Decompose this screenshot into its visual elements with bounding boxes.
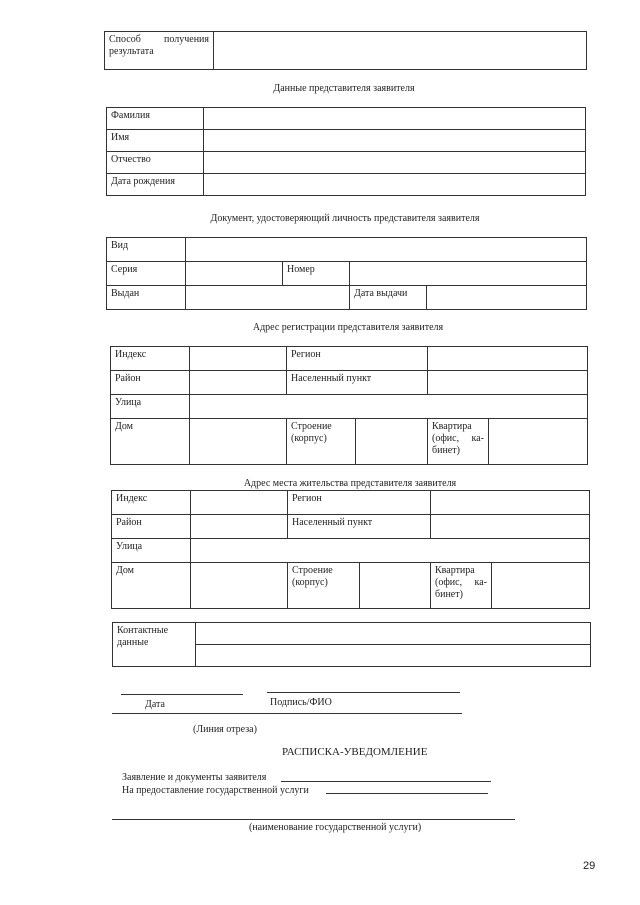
- reg-building-label: Строение (корпус): [287, 419, 356, 465]
- birthdate-label: Дата рождения: [107, 174, 204, 196]
- service-name-line[interactable]: [112, 819, 515, 820]
- res-apartment-label: Квартира (офис, ка- бинет): [431, 563, 492, 609]
- reg-district-label: Район: [111, 371, 190, 395]
- result-method-label: Способ получения результата: [105, 32, 214, 70]
- reg-house-label: Дом: [111, 419, 190, 465]
- reg-index-field[interactable]: [190, 347, 287, 371]
- res-house-field[interactable]: [191, 563, 288, 609]
- res-street-label: Улица: [112, 539, 191, 563]
- contacts-field-1[interactable]: [196, 623, 591, 645]
- page-number: 29: [583, 860, 596, 872]
- birthdate-field[interactable]: [204, 174, 586, 196]
- doc-issued-by-field[interactable]: [186, 286, 350, 310]
- res-index-label: Индекс: [112, 491, 191, 515]
- res-district-label: Район: [112, 515, 191, 539]
- patronymic-label: Отчество: [107, 152, 204, 174]
- reg-district-field[interactable]: [190, 371, 287, 395]
- representative-heading: Данные представителя заявителя: [273, 83, 415, 94]
- receipt-line1-label: Заявление и документы заявителя: [122, 772, 267, 783]
- res-building-field[interactable]: [359, 563, 431, 609]
- date-line[interactable]: [121, 694, 243, 695]
- registration-address-heading: Адрес регистрации представителя заявителя: [252, 322, 444, 333]
- reg-apartment-label: Квартира (офис, ка- бинет): [428, 419, 489, 465]
- id-document-table: [106, 237, 587, 310]
- doc-series-label: Серия: [107, 262, 186, 286]
- reg-street-field[interactable]: [190, 395, 588, 419]
- reg-index-label: Индекс: [111, 347, 190, 371]
- result-method-table: [104, 31, 587, 70]
- surname-field[interactable]: [204, 108, 586, 130]
- res-building-label: Строение (корпус): [288, 563, 360, 609]
- name-label: Имя: [107, 130, 204, 152]
- res-region-label: Регион: [288, 491, 431, 515]
- doc-issued-by-label: Выдан: [107, 286, 186, 310]
- reg-region-field[interactable]: [428, 347, 588, 371]
- registration-address-table: [110, 346, 588, 465]
- reg-apartment-field[interactable]: [489, 419, 588, 465]
- doc-series-field[interactable]: [186, 262, 283, 286]
- doc-issue-date-field[interactable]: [427, 286, 587, 310]
- reg-street-label: Улица: [111, 395, 190, 419]
- res-locality-field[interactable]: [431, 515, 590, 539]
- res-house-label: Дом: [112, 563, 191, 609]
- reg-building-field[interactable]: [356, 419, 428, 465]
- reg-region-label: Регион: [287, 347, 428, 371]
- reg-house-field[interactable]: [190, 419, 287, 465]
- res-street-field[interactable]: [191, 539, 590, 563]
- res-index-field[interactable]: [191, 491, 288, 515]
- receipt-line2-field[interactable]: [326, 793, 488, 794]
- date-caption: Дата: [145, 699, 165, 710]
- doc-number-field[interactable]: [350, 262, 587, 286]
- receipt-line1-field[interactable]: [281, 781, 491, 782]
- cut-line: [112, 713, 462, 714]
- contacts-label: Контактные данные: [113, 623, 196, 667]
- surname-label: Фамилия: [107, 108, 204, 130]
- contacts-field-2[interactable]: [196, 645, 591, 667]
- reg-locality-field[interactable]: [428, 371, 588, 395]
- representative-table: [106, 107, 586, 196]
- reg-locality-label: Населенный пункт: [287, 371, 428, 395]
- res-district-field[interactable]: [191, 515, 288, 539]
- doc-type-field[interactable]: [186, 238, 587, 262]
- name-field[interactable]: [204, 130, 586, 152]
- residence-address-heading: Адрес места жительства представителя заявителя: [243, 478, 457, 489]
- doc-type-label: Вид: [107, 238, 186, 262]
- doc-number-label: Номер: [283, 262, 350, 286]
- signature-caption: Подпись/ФИО: [270, 697, 332, 708]
- res-apartment-field[interactable]: [492, 563, 590, 609]
- res-locality-label: Населенный пункт: [288, 515, 431, 539]
- res-region-field[interactable]: [431, 491, 590, 515]
- patronymic-field[interactable]: [204, 152, 586, 174]
- residence-address-table: [111, 490, 590, 609]
- receipt-title: РАСПИСКА-УВЕДОМЛЕНИЕ: [282, 746, 428, 758]
- service-name-caption: (наименование государственной услуги): [249, 822, 422, 833]
- result-method-field[interactable]: [214, 32, 587, 70]
- cut-line-caption: (Линия отреза): [193, 724, 257, 735]
- receipt-line2-label: На предоставление государственной услуги: [122, 785, 309, 796]
- id-document-heading: Документ, удостоверяющий личность представителя заявителя: [210, 213, 480, 224]
- doc-issue-date-label: Дата выдачи: [350, 286, 427, 310]
- signature-line[interactable]: [267, 692, 460, 693]
- contacts-table: [112, 622, 591, 667]
